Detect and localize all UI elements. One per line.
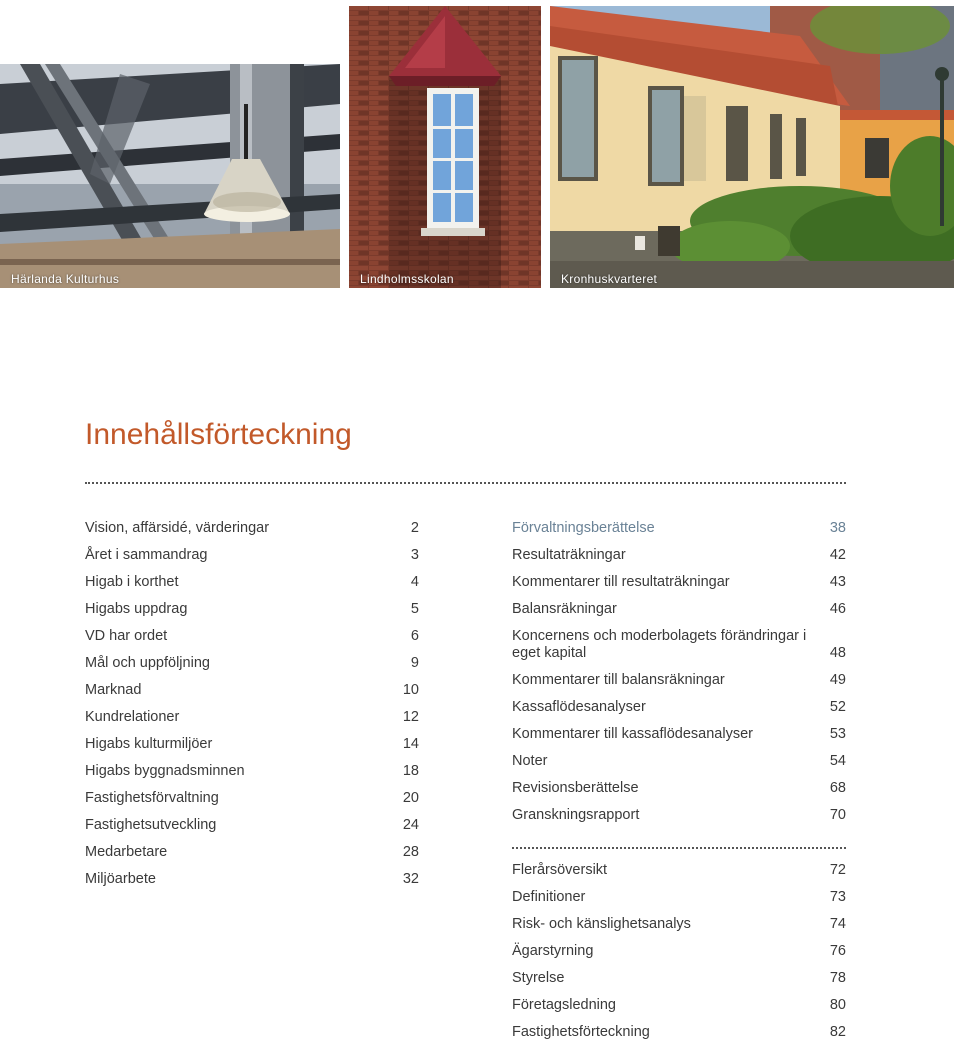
photo-kronhuskvarteret <box>550 6 954 288</box>
toc-entry-page: 20 <box>402 790 419 806</box>
toc-right-extra-column <box>512 862 846 1051</box>
toc-entry[interactable] <box>512 889 846 906</box>
toc-entry-label: Flerårsöversikt <box>512 862 608 878</box>
toc-entry-page: 52 <box>829 699 846 715</box>
toc-entry-label: Året i sammandrag <box>85 547 208 563</box>
toc-entry-page: 5 <box>410 601 419 617</box>
toc-entry-label: Granskningsrapport <box>512 807 640 823</box>
toc-entry-page: 18 <box>402 763 419 779</box>
toc-entry-label: Noter <box>512 753 548 769</box>
toc-entry-page: 12 <box>402 709 419 725</box>
toc-entry-label: Koncernens och moderbolagets förändringar i eget kapital <box>512 628 807 661</box>
toc-entry[interactable] <box>512 780 846 797</box>
toc-entry-label: Förvaltningsberättelse <box>512 520 655 536</box>
toc-entry-page: 68 <box>829 780 846 796</box>
toc-entry[interactable] <box>512 601 846 618</box>
toc-entry-page: 3 <box>410 547 419 563</box>
toc-entry-label: Vision, affärsidé, värderingar <box>85 520 270 536</box>
toc-entry-page: 46 <box>829 601 846 617</box>
toc-entry[interactable] <box>512 672 846 689</box>
toc-entry[interactable] <box>512 628 846 662</box>
photo-caption: Härlanda Kulturhus <box>11 272 120 286</box>
toc-entry-label: Higabs byggnadsminnen <box>85 763 245 779</box>
photo-lindholmsskolan <box>349 6 541 288</box>
toc-entry[interactable] <box>512 807 846 824</box>
toc-entry-page: 6 <box>410 628 419 644</box>
toc-entry-page: 48 <box>829 645 846 661</box>
toc-entry-label: Fastighetsutveckling <box>85 817 217 833</box>
toc-entry-label: Definitioner <box>512 889 586 905</box>
toc-entry[interactable] <box>85 763 419 780</box>
toc-entry-page: 54 <box>829 753 846 769</box>
toc-entry-page: 76 <box>829 943 846 959</box>
photo-harlanda-image <box>0 64 340 288</box>
toc-entry-page: 2 <box>410 520 419 536</box>
toc-entry[interactable] <box>85 574 419 591</box>
toc-entry-label: Risk- och känslighetsanalys <box>512 916 691 932</box>
toc-entry[interactable] <box>512 753 846 770</box>
toc-entry-label: Kundrelationer <box>85 709 180 725</box>
toc-entry-page: 42 <box>829 547 846 563</box>
toc-entry[interactable] <box>85 790 419 807</box>
toc-entry[interactable] <box>85 547 419 564</box>
toc-entry-page: 49 <box>829 672 846 688</box>
photo-lindholmsskolan-image <box>349 6 541 288</box>
title-divider <box>85 482 846 484</box>
toc-entry[interactable] <box>512 997 846 1014</box>
toc-entry-label: Resultaträkningar <box>512 547 626 563</box>
toc-entry-label: Marknad <box>85 682 142 698</box>
toc-entry-page: 4 <box>410 574 419 590</box>
toc-entry-label: VD har ordet <box>85 628 168 644</box>
toc-entry-label: Ägarstyrning <box>512 943 594 959</box>
toc-entry[interactable] <box>512 943 846 960</box>
toc-entry[interactable] <box>512 862 846 879</box>
toc-entry-label: Revisionsberättelse <box>512 780 639 796</box>
toc-entry-page: 78 <box>829 970 846 986</box>
photo-caption: Lindholmsskolan <box>360 272 454 286</box>
toc-entry-page: 72 <box>829 862 846 878</box>
toc-entry[interactable] <box>512 1024 846 1041</box>
toc-entry-page: 53 <box>829 726 846 742</box>
toc-left-column <box>85 520 419 898</box>
toc-entry-page: 73 <box>829 889 846 905</box>
photo-harlanda-kulturhus <box>0 64 340 288</box>
toc-entry[interactable] <box>85 655 419 672</box>
toc-entry[interactable] <box>512 970 846 987</box>
toc-entry-label: Styrelse <box>512 970 565 986</box>
toc-entry[interactable] <box>512 726 846 743</box>
photo-caption: Kronhuskvarteret <box>561 272 658 286</box>
toc-entry-label: Fastighetsförvaltning <box>85 790 219 806</box>
toc-entry[interactable] <box>512 520 846 537</box>
toc-entry-label: Företagsledning <box>512 997 616 1013</box>
toc-right-column <box>512 520 846 834</box>
toc-entry-page: 82 <box>829 1024 846 1040</box>
toc-entry-page: 28 <box>402 844 419 860</box>
toc-entry-page: 24 <box>402 817 419 833</box>
toc-entry-label: Kommentarer till balansräkningar <box>512 672 725 688</box>
toc-entry[interactable] <box>85 817 419 834</box>
toc-entry[interactable] <box>85 682 419 699</box>
toc-entry[interactable] <box>85 709 419 726</box>
toc-entry-label: Kommentarer till resultaträkningar <box>512 574 730 590</box>
toc-entry[interactable] <box>85 628 419 645</box>
toc-entry-label: Fastighetsförteckning <box>512 1024 650 1040</box>
toc-entry-page: 10 <box>402 682 419 698</box>
toc-entry-label: Medarbetare <box>85 844 168 860</box>
toc-entry-label: Mål och uppföljning <box>85 655 210 671</box>
toc-entry-label: Kassaflödesanalyser <box>512 699 646 715</box>
toc-entry-label: Higabs kulturmiljöer <box>85 736 213 752</box>
toc-entry[interactable] <box>85 736 419 753</box>
toc-entry-page: 43 <box>829 574 846 590</box>
toc-entry[interactable] <box>512 547 846 564</box>
toc-entry-page: 14 <box>402 736 419 752</box>
toc-entry[interactable] <box>85 520 419 537</box>
toc-entry-label: Higabs uppdrag <box>85 601 188 617</box>
toc-entry-label: Miljöarbete <box>85 871 156 887</box>
toc-entry[interactable] <box>85 844 419 861</box>
toc-entry[interactable] <box>512 574 846 591</box>
toc-entry-page: 32 <box>402 871 419 887</box>
toc-entry-label: Higab i korthet <box>85 574 179 590</box>
toc-entry-label: Kommentarer till kassaflödesanalyser <box>512 726 753 742</box>
toc-entry-page: 70 <box>829 807 846 823</box>
photo-kronhuskvarteret-image <box>550 6 954 288</box>
toc-entry[interactable] <box>512 916 846 933</box>
toc-entry-page: 74 <box>829 916 846 932</box>
toc-entry-page: 80 <box>829 997 846 1013</box>
toc-entry[interactable] <box>85 871 419 888</box>
toc-entry[interactable] <box>85 601 419 618</box>
toc-entry-page: 9 <box>410 655 419 671</box>
toc-entry-page: 38 <box>829 520 846 536</box>
toc-title: Innehållsförteckning <box>85 418 352 451</box>
right-section-divider <box>512 847 846 849</box>
toc-entry-label: Balansräkningar <box>512 601 617 617</box>
toc-entry[interactable] <box>512 699 846 716</box>
